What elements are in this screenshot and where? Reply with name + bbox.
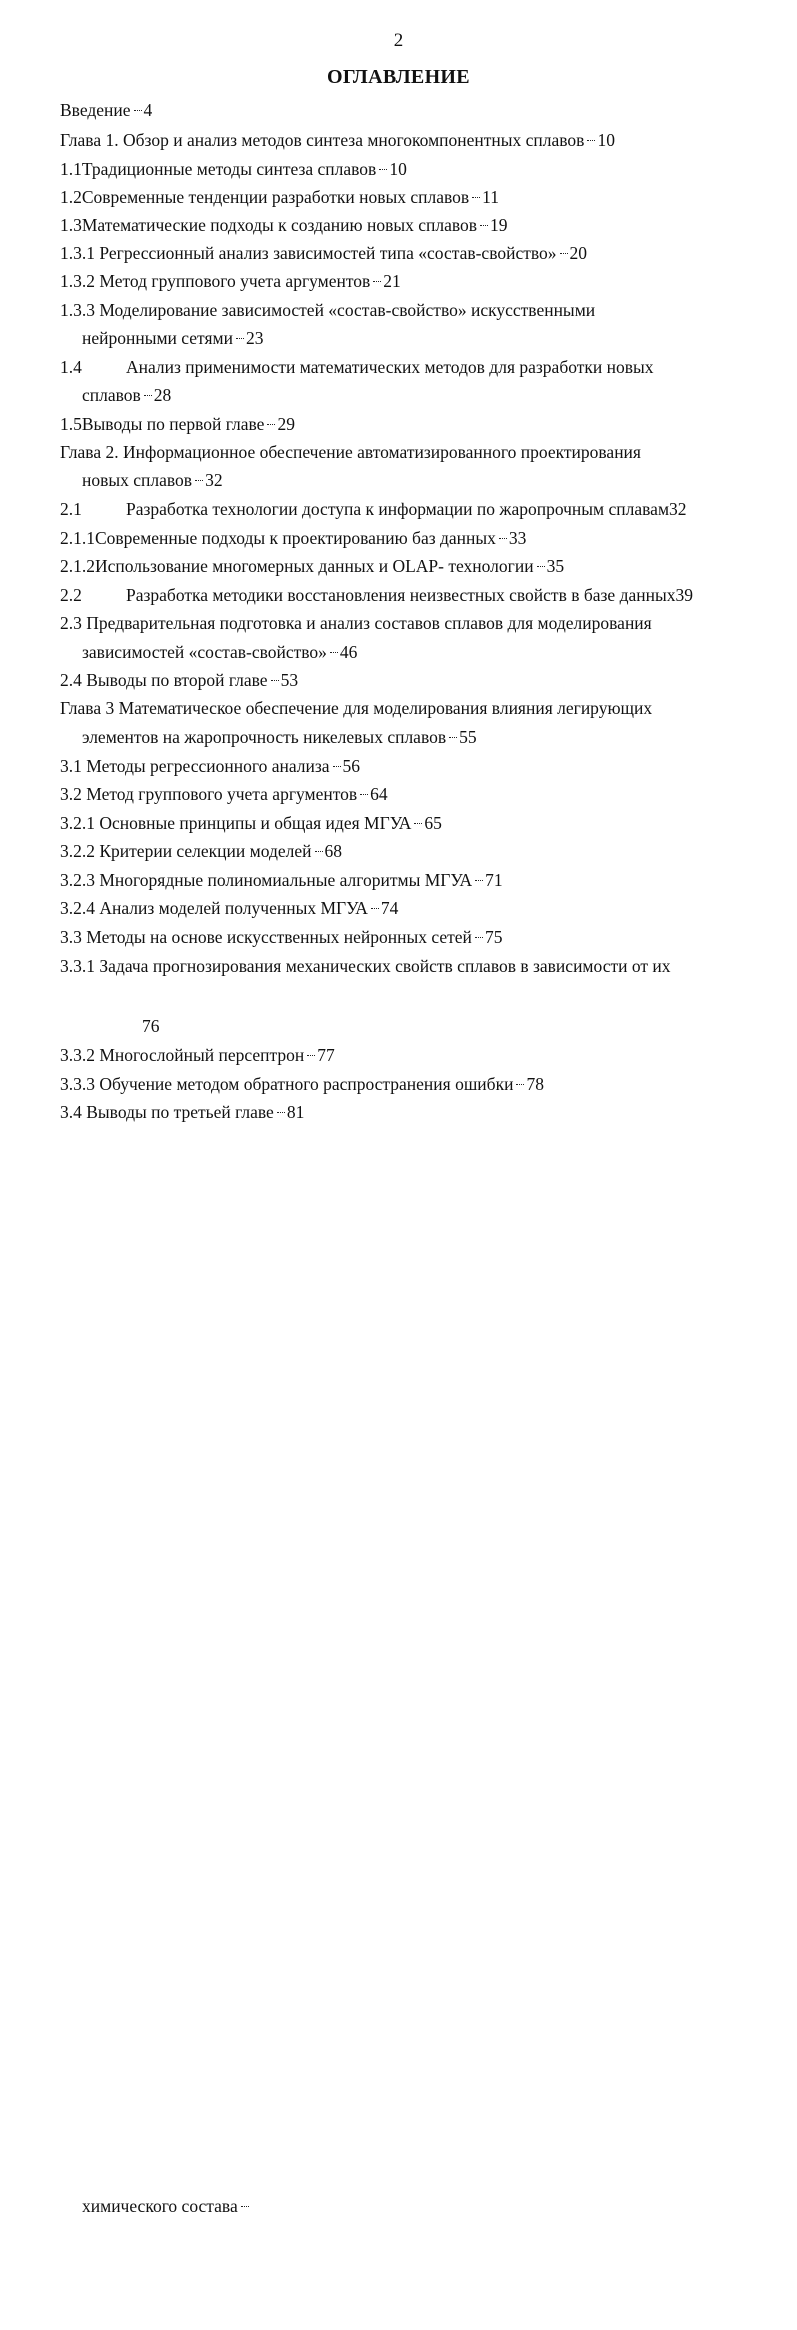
toc-page-number: 65 — [424, 813, 442, 833]
dot-leader — [475, 937, 483, 938]
toc-entry-3-3-1-page[interactable] — [142, 1015, 160, 1037]
toc-entry-introduction[interactable] — [60, 99, 742, 121]
toc-page-number: 53 — [280, 670, 299, 690]
toc-entry-text: 3.3.1 Задача прогнозирования механических свойств сплавов в зависимости от их — [60, 956, 671, 976]
toc-page-number: 55 — [459, 727, 477, 747]
toc-entry-text: Использование многомерных данных и OLAP- технологии — [95, 556, 534, 576]
dot-leader — [241, 2206, 249, 2207]
toc-entry-1-4[interactable] — [60, 356, 654, 378]
toc-page-number: 74 — [380, 898, 399, 918]
toc-page-number: 10 — [597, 130, 615, 150]
toc-entry-3-1[interactable] — [60, 755, 742, 777]
toc-entry-text: Традиционные методы синтеза сплавов — [81, 159, 377, 179]
toc-section-number: 2.1.1 — [60, 528, 95, 548]
toc-section-number: 2.2 — [60, 585, 82, 605]
toc-entry-3-3-3[interactable] — [60, 1073, 742, 1095]
toc-entry-3-3[interactable] — [60, 926, 742, 948]
toc-section-number: 2.1 — [60, 499, 82, 519]
toc-entry-chapter-3[interactable] — [60, 697, 652, 719]
toc-entry-2-1[interactable] — [60, 498, 687, 520]
toc-page-number: 4 — [143, 100, 153, 120]
toc-page-number: 10 — [389, 159, 407, 179]
page-number: 2 — [393, 30, 404, 51]
dot-leader — [267, 424, 275, 425]
toc-page-number: 21 — [383, 271, 401, 291]
toc-entry-text: Разработка методики восстановления неизвестных свойств в базе данных39 — [126, 585, 693, 605]
dot-leader — [330, 652, 338, 653]
toc-page-number: 33 — [508, 528, 527, 548]
toc-entry-3-2[interactable] — [60, 783, 742, 805]
toc-entry-chapter-2[interactable] — [60, 441, 641, 463]
toc-entry-text: 3.3.3 Обучение методом обратного распространения ошибки — [60, 1074, 514, 1094]
toc-entry-2-3-cont[interactable] — [82, 641, 742, 663]
dot-leader — [587, 140, 595, 141]
toc-entry-2-2[interactable] — [60, 584, 693, 606]
toc-page-number: 56 — [342, 756, 361, 776]
toc-page-number: 46 — [339, 642, 358, 662]
toc-entry-1-3[interactable] — [60, 214, 742, 236]
toc-entry-3-3-2[interactable] — [60, 1044, 742, 1066]
toc-entry-1-3-1[interactable] — [60, 242, 742, 264]
toc-page-number: 20 — [569, 243, 588, 263]
toc-entry-text: Современные подходы к проектированию баз данных — [95, 528, 496, 548]
toc-entry-1-2[interactable] — [60, 186, 742, 208]
toc-entry-text: Введение — [60, 100, 131, 120]
toc-entry-text: 1.3.3 Моделирование зависимостей «состав-свойство» искусственными — [60, 300, 596, 320]
toc-entry-text: Глава 1. Обзор и анализ методов синтеза многокомпонентных сплавов — [60, 130, 585, 150]
toc-entry-text: химического состава — [82, 2196, 238, 2216]
toc-entry-text: зависимостей «состав-свойство» — [82, 642, 327, 662]
dot-leader — [333, 766, 341, 767]
dot-leader — [537, 566, 545, 567]
toc-section-number: 2.1.2 — [60, 556, 95, 576]
toc-section-number: 1.3 — [60, 215, 82, 235]
dot-leader — [449, 737, 457, 738]
toc-entry-text: Современные тенденции разработки новых сплавов — [81, 187, 470, 207]
toc-entry-text: 3.2.1 Основные принципы и общая идея МГУА — [60, 813, 412, 833]
toc-entry-3-3-1[interactable] — [60, 955, 671, 977]
toc-entry-2-4[interactable] — [60, 669, 742, 691]
toc-entry-text: 1.3.2 Метод группового учета аргументов — [60, 271, 371, 291]
toc-entry-text: 3.3 Методы на основе искусственных нейронных сетей — [60, 927, 472, 947]
dot-leader — [360, 794, 368, 795]
toc-page-number: 75 — [484, 927, 503, 947]
toc-entry-1-3-2[interactable] — [60, 270, 742, 292]
toc-entry-1-4-cont[interactable] — [82, 384, 742, 406]
toc-entry-text: нейронными сетями — [82, 328, 233, 348]
toc-entry-text: 2.4 Выводы по второй главе — [60, 670, 268, 690]
toc-entry-text: 3.2.4 Анализ моделей полученных МГУА — [60, 898, 368, 918]
toc-entry-text: Математические подходы к созданию новых сплавов — [81, 215, 478, 235]
dot-leader — [414, 823, 422, 824]
toc-page-number: 71 — [485, 870, 503, 890]
toc-page-number: 23 — [245, 328, 264, 348]
toc-page-number: 11 — [482, 187, 500, 207]
toc-entry-text: 1.3.1 Регрессионный анализ зависимостей типа «состав-свойство» — [60, 243, 557, 263]
toc-entry-text: 3.4 Выводы по третьей главе — [60, 1102, 274, 1122]
dot-leader — [195, 480, 203, 481]
toc-entry-text: Выводы по первой главе — [81, 414, 265, 434]
toc-entry-1-3-3-cont[interactable] — [82, 327, 742, 349]
dot-leader — [236, 338, 244, 339]
toc-section-number: 1.2 — [60, 187, 82, 207]
dot-leader — [499, 538, 507, 539]
toc-entry-chapter-1[interactable] — [60, 129, 742, 151]
toc-entry-2-1-1[interactable] — [60, 527, 742, 549]
toc-entry-2-1-2[interactable] — [60, 555, 742, 577]
toc-page-number: 77 — [317, 1045, 335, 1065]
toc-entry-text: Разработка технологии доступа к информации по жаропрочным сплавам32 — [126, 499, 687, 519]
toc-entry-1-5[interactable] — [60, 413, 742, 435]
toc-page-number: 19 — [490, 215, 508, 235]
toc-entry-1-3-3[interactable] — [60, 299, 595, 321]
toc-entry-text: 3.2 Метод группового учета аргументов — [60, 784, 358, 804]
toc-page-number: 81 — [286, 1102, 305, 1122]
dot-leader — [472, 197, 480, 198]
toc-page-number: 68 — [324, 841, 343, 861]
toc-section-number: 1.5 — [60, 414, 82, 434]
toc-entry-text: новых сплавов — [82, 470, 193, 490]
dot-leader — [560, 253, 568, 254]
dot-leader — [516, 1084, 524, 1085]
toc-entry-text: сплавов — [82, 385, 141, 405]
toc-page-number: 29 — [277, 414, 295, 434]
toc-entry-text: Глава 3 Математическое обеспечение для моделирования влияния легирующих — [60, 698, 653, 718]
page-title: ОГЛАВЛЕНИЕ — [327, 66, 470, 88]
toc-page-number: 32 — [205, 470, 223, 490]
toc-entry-3-4[interactable] — [60, 1101, 742, 1123]
toc-entry-3-2-1[interactable] — [60, 812, 742, 834]
toc-section-number: 1.4 — [60, 357, 82, 377]
toc-entry-3-2-4[interactable] — [60, 897, 742, 919]
toc-entry-text: 3.3.2 Многослойный персептрон — [60, 1045, 305, 1065]
toc-page-number: 64 — [370, 784, 388, 804]
toc-page-number: 35 — [546, 556, 565, 576]
toc-entry-text: Глава 2. Информационное обеспечение автоматизированного проектирования — [60, 442, 641, 462]
toc-entry-3-2-3[interactable] — [60, 869, 742, 891]
toc-page-number: 78 — [526, 1074, 544, 1094]
dot-leader — [315, 851, 323, 852]
toc-entry-chapter-3-cont[interactable] — [82, 726, 742, 748]
dot-leader — [480, 225, 488, 226]
toc-entry-text: элементов на жаропрочность никелевых сплавов — [82, 727, 447, 747]
toc-entry-text: Анализ применимости математических методов для разработки новых — [126, 357, 654, 377]
toc-entry-1-1[interactable] — [60, 158, 742, 180]
toc-entry-3-2-2[interactable] — [60, 840, 742, 862]
dot-leader — [271, 680, 279, 681]
toc-page-number: 76 — [142, 1016, 160, 1036]
dot-leader — [307, 1055, 315, 1056]
dot-leader — [371, 908, 379, 909]
dot-leader — [277, 1112, 285, 1113]
toc-entry-text: 3.1 Методы регрессионного анализа — [60, 756, 330, 776]
dot-leader — [134, 110, 142, 111]
toc-entry-chapter-2-cont[interactable] — [82, 469, 742, 491]
dot-leader — [379, 169, 387, 170]
toc-page-number: 28 — [153, 385, 172, 405]
dot-leader — [144, 395, 152, 396]
toc-entry-text: 3.2.2 Критерии селекции моделей — [60, 841, 312, 861]
toc-entry-text: 3.2.3 Многорядные полиномиальные алгоритмы МГУА — [60, 870, 473, 890]
toc-entry-2-3[interactable] — [60, 612, 652, 634]
toc-entry-text: 2.3 Предварительная подготовка и анализ составов сплавов для моделирования — [60, 613, 652, 633]
dot-leader — [373, 281, 381, 282]
toc-section-number: 1.1 — [60, 159, 82, 179]
dot-leader — [475, 880, 483, 881]
